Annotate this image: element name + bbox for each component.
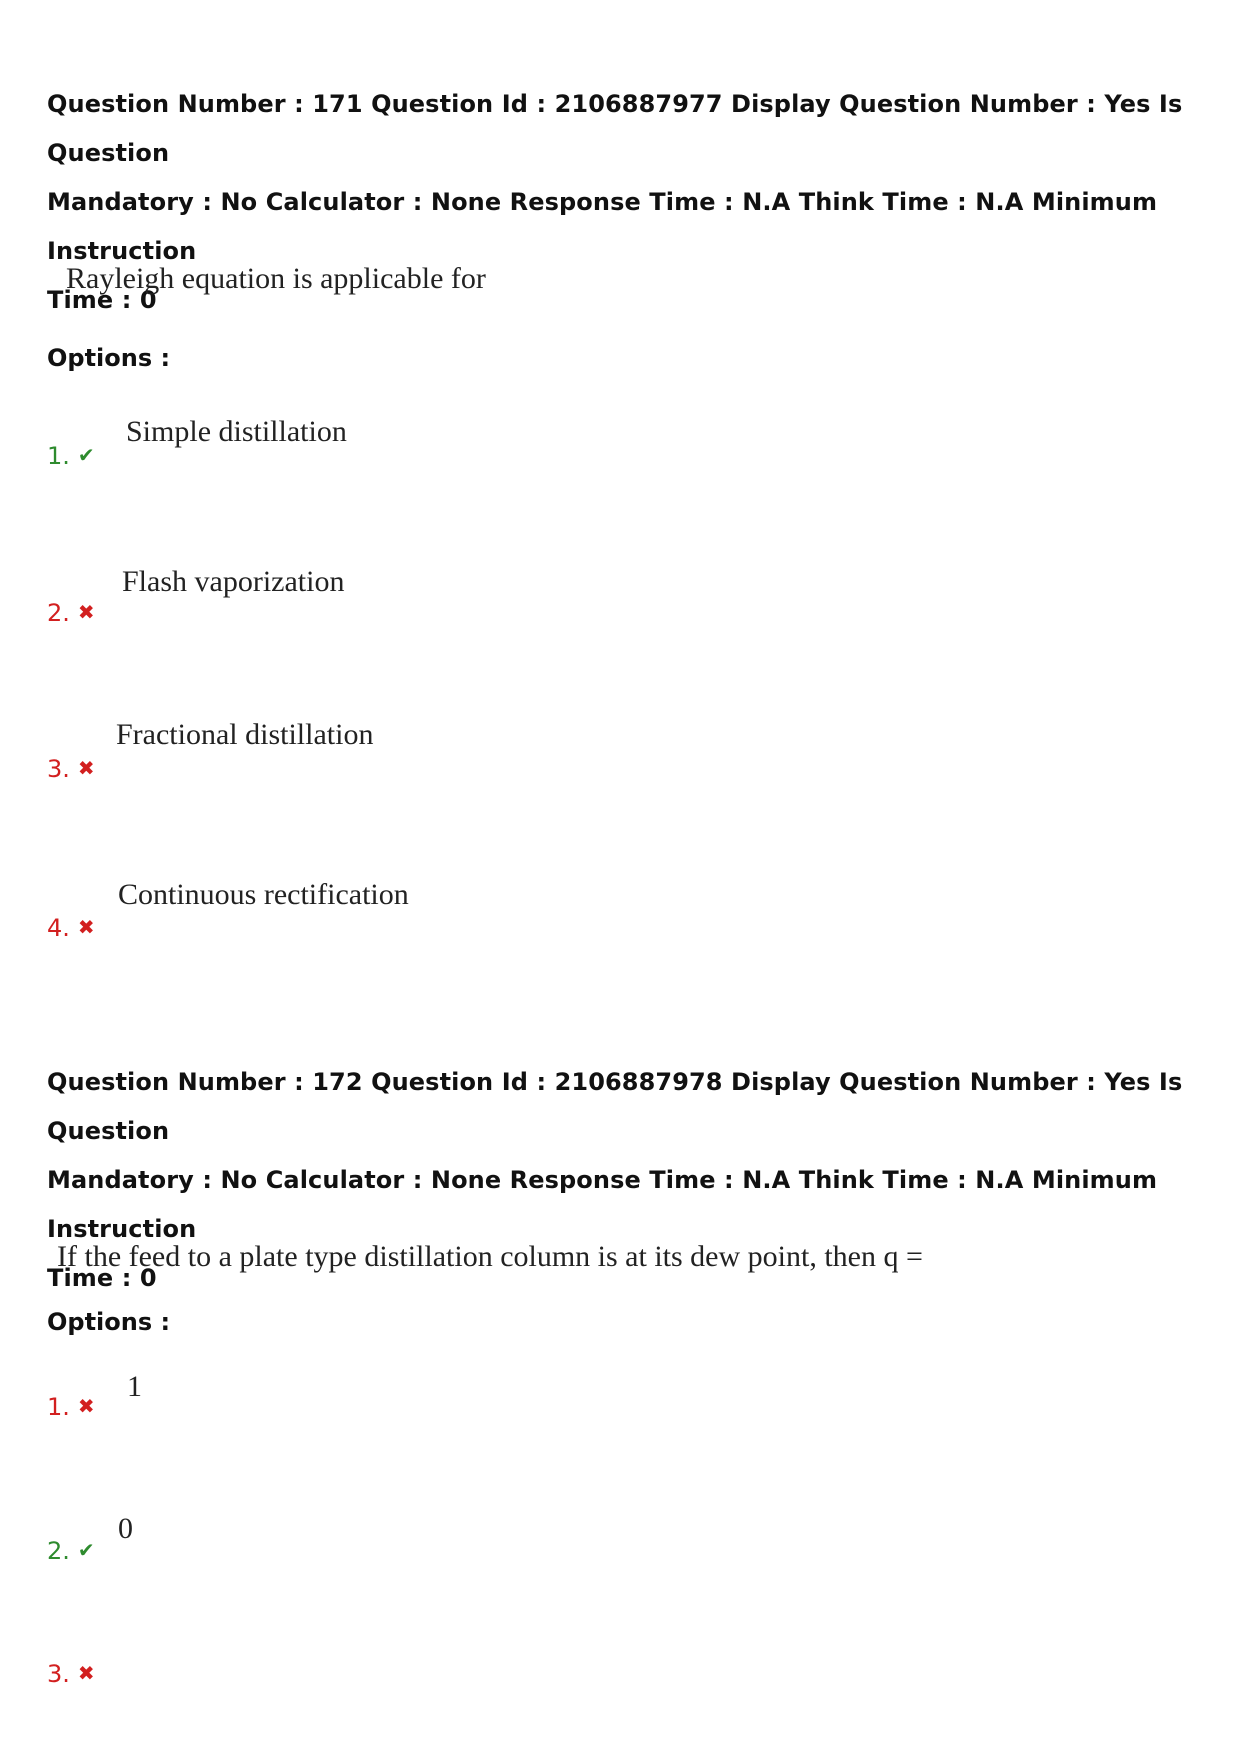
question-stem: If the feed to a plate type distillation column is at its dew point, then q = — [57, 1240, 923, 1273]
option-2-text: Flash vaporization — [122, 565, 345, 598]
option-3-number: 3. ✖ — [47, 1660, 95, 1688]
option-2-number: 2. ✔ — [47, 1537, 95, 1565]
options-label: Options : — [47, 1308, 171, 1336]
option-4-text: Continuous rectification — [118, 878, 409, 911]
options-label: Options : — [47, 344, 171, 372]
question-meta-line-3: Time : 0 — [47, 286, 157, 314]
wrong-cross-icon: ✖ — [77, 915, 95, 939]
correct-check-icon: ✔ — [77, 1538, 95, 1562]
option-4-number: 4. ✖ — [47, 914, 95, 942]
wrong-cross-icon: ✖ — [77, 756, 95, 780]
wrong-cross-icon: ✖ — [77, 600, 95, 624]
question-meta-line-1: Question Number : 171 Question Id : 2106887977 Display Question Number : Yes Is Question — [47, 90, 1183, 167]
question-meta-line-3: Time : 0 — [47, 1264, 157, 1292]
option-1-number: 1. ✔ — [47, 442, 95, 470]
question-meta-line-2: Mandatory : No Calculator : None Response Time : N.A Think Time : N.A Minimum Instruction — [47, 1166, 1158, 1243]
question-meta-line-2: Mandatory : No Calculator : None Response Time : N.A Think Time : N.A Minimum Instruction — [47, 188, 1158, 265]
option-1-text: Simple distillation — [126, 415, 347, 448]
option-1-number: 1. ✖ — [47, 1393, 95, 1421]
option-1-text: 1 — [127, 1370, 142, 1403]
option-3-number: 3. ✖ — [47, 755, 95, 783]
option-2-text: 0 — [118, 1512, 133, 1545]
option-2-number: 2. ✖ — [47, 599, 95, 627]
wrong-cross-icon: ✖ — [77, 1394, 95, 1418]
option-3-text: Fractional distillation — [116, 718, 374, 751]
wrong-cross-icon: ✖ — [77, 1661, 95, 1685]
correct-check-icon: ✔ — [77, 443, 95, 467]
question-stem: Rayleigh equation is applicable for — [66, 262, 486, 295]
question-meta-line-1: Question Number : 172 Question Id : 2106887978 Display Question Number : Yes Is Question — [47, 1068, 1183, 1145]
